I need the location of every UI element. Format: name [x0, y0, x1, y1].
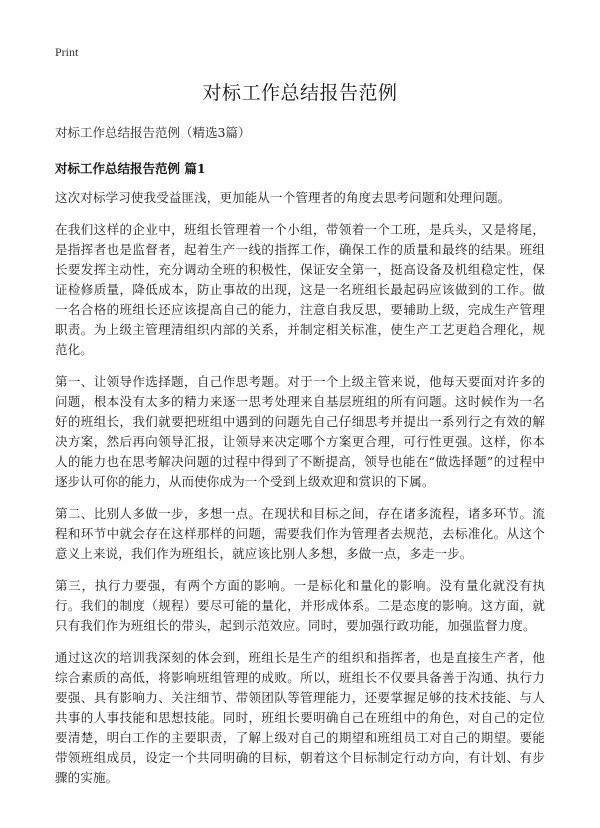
paragraph: 第一、让领导作选择题，自己作思考题。对于一个上级主管来说，他每天要面对许多的问题，根本没有太多的精力来逐一思考处理来自基层班组的所有问题。这时候作为一名好的班组长，我们就要把班组中遇到的问题先自己仔细思考并提出一系列行之有效的解决方案，然后再向领导汇报，让领导来决定哪个方案更合理，可行性更强。这样，你本人的能力也在思考解决问题的过程中得到了不断提高，领导也能在“做选择题”的过程中逐步认可你的能力，从而使你成为一个受到上级欢迎和赏识的下属。	[55, 374, 545, 489]
paragraph: 第三，执行力要强，有两个方面的影响。一是标化和量化的影响。没有量化就没有执行。我们的制度（规程）要尽可能的量化，并形成体系。二是态度的影响。这方面，就只有我们作为班组长的带头，起到示范效应。同时，要加强行政功能，加强监督力度。	[55, 578, 545, 633]
section-heading: 对标工作总结报告范例 篇1	[55, 161, 206, 176]
paragraph: 这次对标学习使我受益匪浅，更加能从一个管理者的角度去思考问题和处理问题。	[55, 190, 511, 205]
paragraph: 通过这次的培训我深刻的体会到，班组长是生产的组织和指挥者，也是直接生产者，他综合素质的高低，将影响班组管理的成败。所以，班组长不仅要具备善于沟通、执行力要强、具有影响力、关注细节、带领团队等管理能力，还要掌握足够的技术技能、与人共事的人事技能和思想技能。同时，班组长要明确自己在班组中的角色，对自己的定位要清楚，明白工作的主要职责，了解上级对自己的期望和班组员工对自己的期望。要能带领班组成员，设定一个共同明确的目标，朝着这个目标制定行动方向，有计划、有步骤的实施。	[55, 650, 545, 785]
print-link[interactable]: Print	[55, 45, 79, 59]
paragraph: 第二、比别人多做一步，多想一点。在现状和目标之间，存在诸多流程，诸多环节。流程和环节中就会存在这样那样的问题，需要我们作为管理者去规范，去标准化。从这个意义上来说，我们作为班组长，就应该比别人多想，多做一点，多走一步。	[55, 506, 545, 561]
paragraph: 在我们这样的企业中，班组长管理着一个小组，带领着一个工班，是兵头，又是将尾，是指挥者也是监督者，起着生产一线的指挥工作，确保工作的质量和最终的结果。班组长要发挥主动性，充分调动全班的积极性，保证安全第一，挺高设备及机组稳定性，保证检修质量，降低成本，防止事故的出现，这是一名班组长最起码应该做到的工作。做一名合格的班组长还应该提高自己的能力，注意自我反思，要辅助上级，完成生产管理职责。为上级主管理清组织内部的关系，并制定相关标准，使生产工艺更趋合理化，规范化。	[55, 222, 545, 357]
page-title: 对标工作总结报告范例	[202, 82, 398, 104]
document-subtitle: 对标工作总结报告范例（精选3篇）	[55, 125, 251, 140]
